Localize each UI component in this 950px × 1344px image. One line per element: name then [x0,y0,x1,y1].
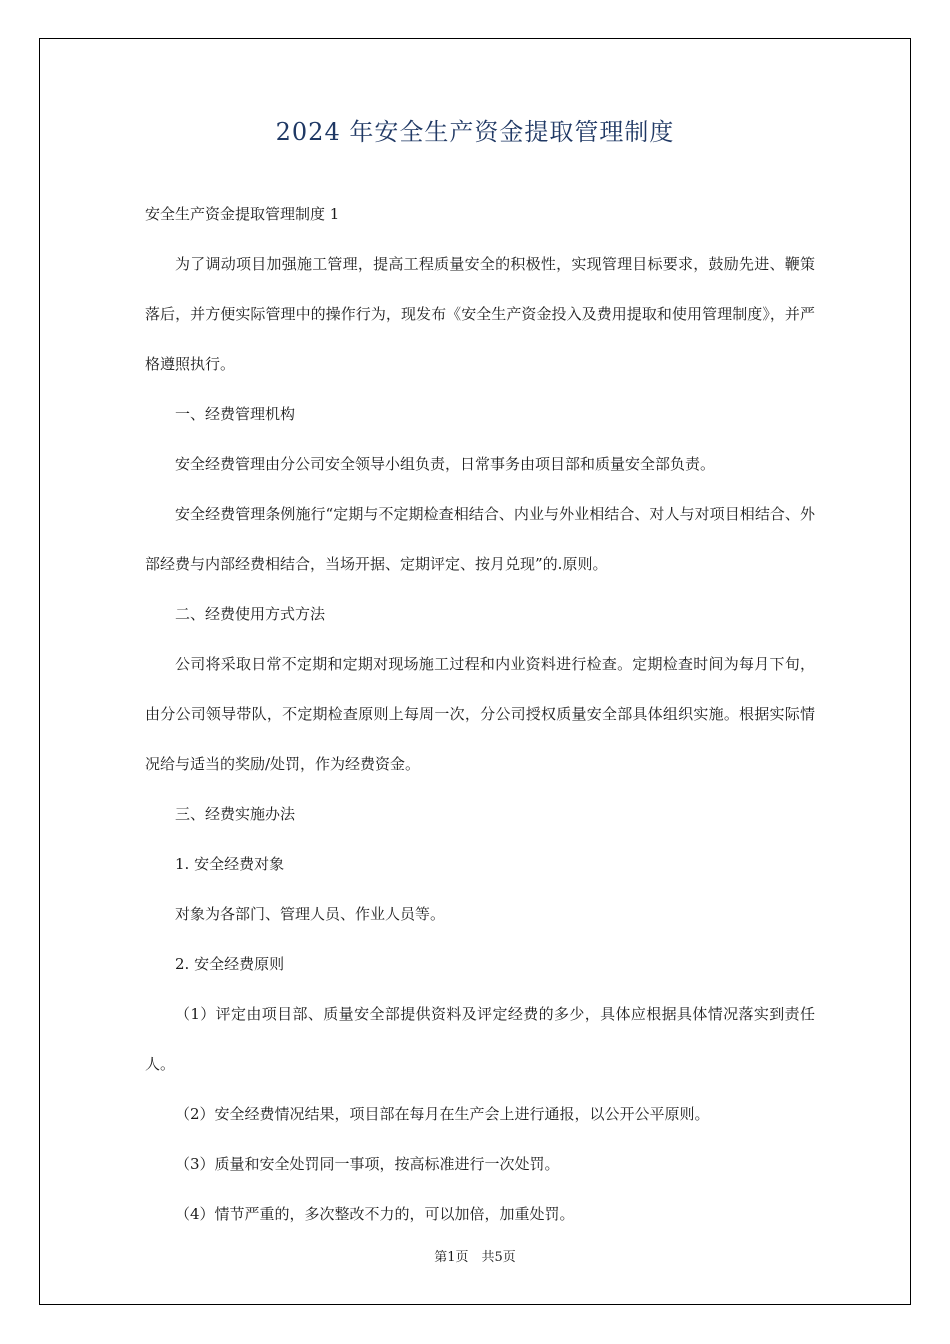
heading-funding-usage: 二、经费使用方式方法 [175,605,326,623]
page-footer: 第1页 共5页 [434,1250,516,1265]
paragraph-funding-responsibility: 安全经费管理由分公司安全领导小组负责，日常事务由项目部和质量安全部负责。 [175,455,716,473]
heading-funding-organization: 一、经费管理机构 [175,405,296,423]
heading-implementation: 三、经费实施办法 [175,805,296,823]
subheading-funding-target: 1. 安全经费对象 [175,855,285,873]
paragraph-funding-principles: 安全经费管理条例施行“定期与不定期检查相结合、内业与外业相结合、对人与对项目相结合、外部经费与内部经费相结合，当场开据、定期评定、按月兑现”的.原则。 [145,505,815,573]
paragraph-funding-target: 对象为各部门、管理人员、作业人员等。 [175,905,446,923]
intro-paragraph: 为了调动项目加强施工管理，提高工程质量安全的积极性，实现管理目标要求，鼓励先进、鞭策落后，并方便实际管理中的操作行为，现发布《安全生产资金投入及费用提取和使用管理制度》，并严格遵照执行。 [145,255,815,373]
list-item-4: （4）情节严重的，多次整改不力的，可以加倍，加重处罚。 [175,1205,575,1223]
section-heading: 安全生产资金提取管理制度 1 [145,205,340,223]
paragraph-inspection: 公司将采取日常不定期和定期对现场施工过程和内业资料进行检查。定期检查时间为每月下旬，由分公司领导带队，不定期检查原则上每周一次，分公司授权质量安全部具体组织实施。根据实际情况给与适当的奖励/处罚，作为经费资金。 [145,655,815,773]
list-item-1: （1）评定由项目部、质量安全部提供资料及评定经费的多少，具体应根据具体情况落实到责任人。 [145,1005,815,1073]
list-item-2: （2）安全经费情况结果，项目部在每月在生产会上进行通报，以公开公平原则。 [175,1105,710,1123]
document-title: 2024 年安全生产资金提取管理制度 [275,118,675,146]
list-item-3: （3）质量和安全处罚同一事项，按高标准进行一次处罚。 [175,1155,560,1173]
subheading-funding-principle: 2. 安全经费原则 [175,955,285,973]
